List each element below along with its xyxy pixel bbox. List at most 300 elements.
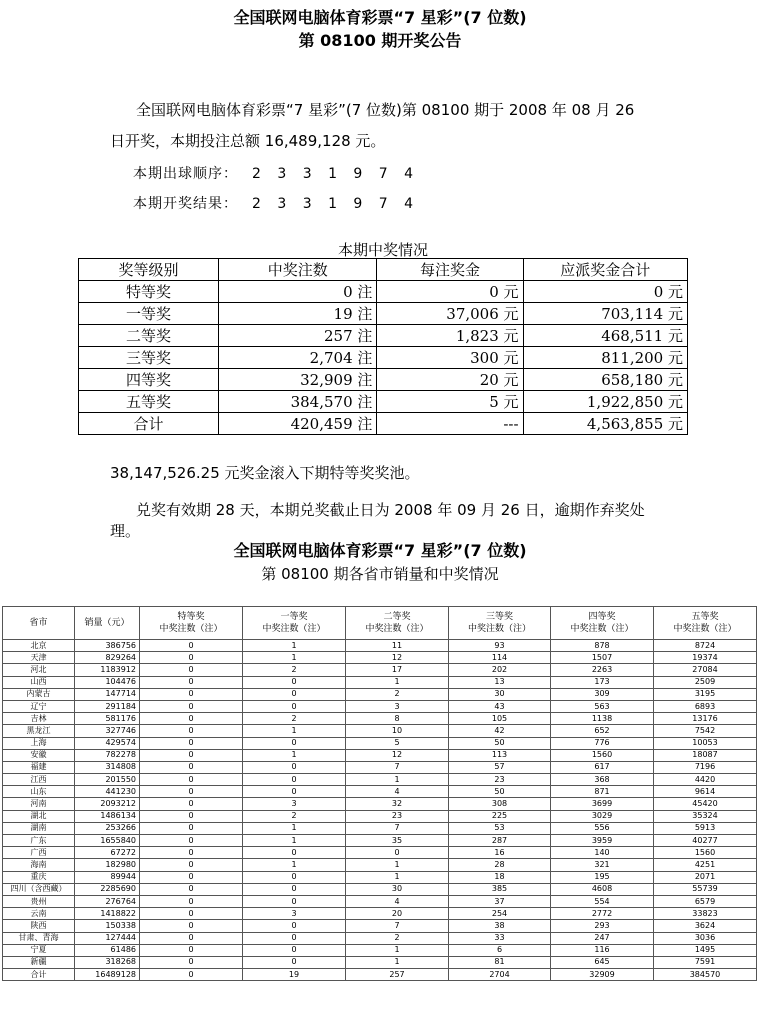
province-sales: 16489128 <box>75 969 140 981</box>
province-prize-count: 0 <box>243 761 346 773</box>
province-prize-count: 0 <box>243 895 346 907</box>
province-row <box>3 810 757 822</box>
province-prize-count: 6 <box>449 944 551 956</box>
province-sales: 327746 <box>75 725 140 737</box>
province-prize-count: 35324 <box>654 810 757 822</box>
province-prize-count: 225 <box>449 810 551 822</box>
province-name: 河北 <box>3 664 75 676</box>
prize-table-header <box>79 259 688 281</box>
draw-order <box>133 163 419 183</box>
province-sales: 147714 <box>75 688 140 700</box>
province-sales: 150338 <box>75 920 140 932</box>
province-prize-count: 4608 <box>551 883 654 895</box>
province-row <box>3 920 757 932</box>
prize-header-cell: 奖等级别 <box>79 259 219 281</box>
province-prize-count: 202 <box>449 664 551 676</box>
province-header-cell <box>75 607 140 640</box>
province-prize-count: 195 <box>551 871 654 883</box>
province-prize-count: 32909 <box>551 969 654 981</box>
prize-count: 32,909 注 <box>219 369 377 391</box>
draw-order-numbers: 2 3 3 1 9 7 4 <box>252 166 420 182</box>
province-prize-count: 0 <box>140 664 243 676</box>
province-prize-count: 309 <box>551 688 654 700</box>
province-header-line: 特等奖 <box>177 612 205 622</box>
province-prize-count: 0 <box>140 737 243 749</box>
province-row <box>3 895 757 907</box>
province-prize-count: 11 <box>346 640 449 652</box>
province-prize-count: 0 <box>140 700 243 712</box>
province-prize-count: 8724 <box>654 640 757 652</box>
draw-result <box>133 193 419 213</box>
province-prize-count: 113 <box>449 749 551 761</box>
province-name: 海南 <box>3 859 75 871</box>
province-prize-count: 35 <box>346 835 449 847</box>
province-name: 山西 <box>3 676 75 688</box>
prize-row <box>79 369 688 391</box>
province-prize-count: 0 <box>140 749 243 761</box>
province-prize-count: 0 <box>140 895 243 907</box>
province-prize-count: 16 <box>449 847 551 859</box>
prize-header-cell: 每注奖金 <box>377 259 523 281</box>
province-prize-count: 0 <box>140 908 243 920</box>
province-prize-count: 0 <box>140 652 243 664</box>
province-name: 陕西 <box>3 920 75 932</box>
province-prize-count: 0 <box>243 956 346 968</box>
prize-total: 811,200 元 <box>523 347 687 369</box>
province-prize-count: 27084 <box>654 664 757 676</box>
province-prize-count: 1 <box>243 835 346 847</box>
province-prize-count: 1 <box>346 944 449 956</box>
prize-table <box>78 258 688 435</box>
province-sales: 127444 <box>75 932 140 944</box>
province-prize-count: 33 <box>449 932 551 944</box>
province-prize-count: 0 <box>140 883 243 895</box>
prize-total: 0 元 <box>523 281 687 303</box>
prize-amount: 0 元 <box>377 281 523 303</box>
province-prize-count: 247 <box>551 932 654 944</box>
province-prize-count: 2 <box>346 688 449 700</box>
province-row <box>3 932 757 944</box>
province-prize-count: 19 <box>243 969 346 981</box>
province-prize-count: 0 <box>140 676 243 688</box>
province-header-line: 三等奖 <box>485 612 513 622</box>
province-sales: 67272 <box>75 847 140 859</box>
province-prize-count: 0 <box>140 920 243 932</box>
province-prize-count: 563 <box>551 700 654 712</box>
province-sales: 291184 <box>75 700 140 712</box>
province-prize-count: 0 <box>140 774 243 786</box>
province-prize-count: 2772 <box>551 908 654 920</box>
prize-total: 1,922,850 元 <box>523 391 687 413</box>
province-prize-count: 33823 <box>654 908 757 920</box>
province-row <box>3 725 757 737</box>
province-prize-count: 28 <box>449 859 551 871</box>
province-prize-count: 1560 <box>654 847 757 859</box>
province-sales: 2093212 <box>75 798 140 810</box>
province-prize-count: 0 <box>140 713 243 725</box>
province-prize-count: 38 <box>449 920 551 932</box>
announcement-subtitle: 第 08100 期开奖公告 <box>298 31 462 50</box>
province-sales: 1183912 <box>75 664 140 676</box>
province-prize-count: 2 <box>346 932 449 944</box>
province-prize-count: 3036 <box>654 932 757 944</box>
province-name: 广东 <box>3 835 75 847</box>
announcement-title: 全国联网电脑体育彩票“7 星彩”(7 位数) <box>233 8 527 27</box>
province-prize-count: 3624 <box>654 920 757 932</box>
prize-row <box>79 325 688 347</box>
province-prize-count: 1 <box>243 749 346 761</box>
province-prize-count: 23 <box>449 774 551 786</box>
province-header-cell <box>243 607 346 640</box>
province-prize-count: 1 <box>243 822 346 834</box>
province-header-line: 中奖注数（注） <box>467 624 531 634</box>
province-prize-count: 2071 <box>654 871 757 883</box>
intro-line-1: 全国联网电脑体育彩票“7 星彩”(7 位数)第 08100 期于 2008 年 08 月 26 <box>136 101 635 119</box>
rollover-note: 38,147,526.25 元奖金滚入下期特等奖奖池。 <box>110 464 420 482</box>
province-prize-count: 0 <box>243 932 346 944</box>
province-prize-count: 1 <box>243 640 346 652</box>
province-prize-count: 293 <box>551 920 654 932</box>
intro-line-2: 日开奖，本期投注总额 16,489,128 元。 <box>110 132 386 150</box>
prize-header-cell: 应派奖金合计 <box>523 259 687 281</box>
province-name: 吉林 <box>3 713 75 725</box>
province-header-cell <box>140 607 243 640</box>
province-prize-count: 18 <box>449 871 551 883</box>
province-row <box>3 652 757 664</box>
province-row <box>3 883 757 895</box>
province-header-cell <box>654 607 757 640</box>
prize-level: 一等奖 <box>79 303 219 325</box>
province-name: 江西 <box>3 774 75 786</box>
province-subtitle: 第 08100 期各省市销量和中奖情况 <box>261 565 499 583</box>
province-prize-count: 0 <box>140 956 243 968</box>
draw-result-numbers: 2 3 3 1 9 7 4 <box>252 196 420 212</box>
province-name: 四川（含西藏） <box>3 883 75 895</box>
province-row <box>3 871 757 883</box>
prize-amount: 5 元 <box>377 391 523 413</box>
prize-count: 420,459 注 <box>219 413 377 435</box>
province-name: 重庆 <box>3 871 75 883</box>
province-row <box>3 700 757 712</box>
province-row <box>3 822 757 834</box>
prize-table-caption: 本期中奖情况 <box>337 241 428 259</box>
province-prize-count: 0 <box>243 871 346 883</box>
province-header-line: 四等奖 <box>588 612 616 622</box>
province-prize-count: 12 <box>346 652 449 664</box>
province-row <box>3 798 757 810</box>
province-sales: 829264 <box>75 652 140 664</box>
province-row <box>3 956 757 968</box>
claim-note-line-2: 理。 <box>110 522 141 540</box>
province-row <box>3 737 757 749</box>
province-name: 安徽 <box>3 749 75 761</box>
province-prize-count: 10053 <box>654 737 757 749</box>
province-prize-count: 0 <box>140 725 243 737</box>
province-prize-count: 645 <box>551 956 654 968</box>
province-sales: 253266 <box>75 822 140 834</box>
province-prize-count: 0 <box>243 786 346 798</box>
province-name: 天津 <box>3 652 75 664</box>
province-prize-count: 308 <box>449 798 551 810</box>
province-sales: 441230 <box>75 786 140 798</box>
province-prize-count: 2704 <box>449 969 551 981</box>
province-prize-count: 0 <box>140 761 243 773</box>
province-prize-count: 1560 <box>551 749 654 761</box>
province-title: 全国联网电脑体育彩票“7 星彩”(7 位数) <box>233 541 527 560</box>
province-sales: 2285690 <box>75 883 140 895</box>
province-prize-count: 0 <box>243 883 346 895</box>
province-prize-count: 1 <box>346 871 449 883</box>
province-sales: 1418822 <box>75 908 140 920</box>
province-prize-count: 1 <box>243 652 346 664</box>
prize-level: 特等奖 <box>79 281 219 303</box>
province-row <box>3 640 757 652</box>
province-sales: 782278 <box>75 749 140 761</box>
province-prize-count: 81 <box>449 956 551 968</box>
province-prize-count: 23 <box>346 810 449 822</box>
province-prize-count: 0 <box>243 676 346 688</box>
province-sales: 1486134 <box>75 810 140 822</box>
province-prize-count: 0 <box>140 810 243 822</box>
prize-amount: 20 元 <box>377 369 523 391</box>
province-header-line: 中奖注数（注） <box>673 624 737 634</box>
province-prize-count: 0 <box>243 700 346 712</box>
province-header-line: 中奖注数（注） <box>365 624 429 634</box>
province-prize-count: 1 <box>243 725 346 737</box>
province-name: 辽宁 <box>3 700 75 712</box>
province-header-cell <box>551 607 654 640</box>
prize-row <box>79 391 688 413</box>
province-prize-count: 19374 <box>654 652 757 664</box>
province-row <box>3 676 757 688</box>
province-prize-count: 7196 <box>654 761 757 773</box>
province-header-cell <box>3 607 75 640</box>
province-row <box>3 969 757 981</box>
province-prize-count: 4 <box>346 895 449 907</box>
province-prize-count: 3 <box>243 908 346 920</box>
province-prize-count: 0 <box>140 786 243 798</box>
prize-amount: 300 元 <box>377 347 523 369</box>
province-prize-count: 55739 <box>654 883 757 895</box>
province-prize-count: 7591 <box>654 956 757 968</box>
province-prize-count: 385 <box>449 883 551 895</box>
province-sales: 182980 <box>75 859 140 871</box>
prize-amount: 1,823 元 <box>377 325 523 347</box>
province-name: 广西 <box>3 847 75 859</box>
prize-level: 四等奖 <box>79 369 219 391</box>
province-prize-count: 1 <box>243 859 346 871</box>
province-sales: 201550 <box>75 774 140 786</box>
province-prize-count: 20 <box>346 908 449 920</box>
province-prize-count: 10 <box>346 725 449 737</box>
province-prize-count: 18087 <box>654 749 757 761</box>
province-prize-count: 0 <box>243 774 346 786</box>
province-prize-count: 8 <box>346 713 449 725</box>
province-sales: 89944 <box>75 871 140 883</box>
province-name: 河南 <box>3 798 75 810</box>
province-name: 上海 <box>3 737 75 749</box>
province-prize-count: 30 <box>346 883 449 895</box>
province-header-line: 中奖注数（注） <box>262 624 326 634</box>
province-prize-count: 0 <box>243 737 346 749</box>
province-sales: 386756 <box>75 640 140 652</box>
province-prize-count: 254 <box>449 908 551 920</box>
province-prize-count: 871 <box>551 786 654 798</box>
province-row <box>3 713 757 725</box>
draw-order-label: 本期出球顺序： <box>133 166 238 182</box>
province-prize-count: 57 <box>449 761 551 773</box>
province-prize-count: 4420 <box>654 774 757 786</box>
province-prize-count: 3959 <box>551 835 654 847</box>
prize-row <box>79 281 688 303</box>
province-prize-count: 2509 <box>654 676 757 688</box>
province-prize-count: 7 <box>346 761 449 773</box>
prize-amount: 37,006 元 <box>377 303 523 325</box>
province-prize-count: 0 <box>140 932 243 944</box>
province-name: 新疆 <box>3 956 75 968</box>
province-row <box>3 786 757 798</box>
province-row <box>3 688 757 700</box>
province-prize-count: 1138 <box>551 713 654 725</box>
prize-level: 五等奖 <box>79 391 219 413</box>
province-prize-count: 0 <box>243 847 346 859</box>
province-row <box>3 847 757 859</box>
province-header-line: 省市 <box>29 618 48 628</box>
province-prize-count: 37 <box>449 895 551 907</box>
province-sales: 276764 <box>75 895 140 907</box>
prize-level: 合计 <box>79 413 219 435</box>
prize-row <box>79 303 688 325</box>
prize-count: 19 注 <box>219 303 377 325</box>
province-header-line: 中奖注数（注） <box>159 624 223 634</box>
province-prize-count: 43 <box>449 700 551 712</box>
province-prize-count: 287 <box>449 835 551 847</box>
province-prize-count: 0 <box>140 859 243 871</box>
province-prize-count: 45420 <box>654 798 757 810</box>
province-name: 北京 <box>3 640 75 652</box>
province-prize-count: 1 <box>346 859 449 871</box>
province-prize-count: 30 <box>449 688 551 700</box>
province-header-cell <box>449 607 551 640</box>
province-prize-count: 7 <box>346 920 449 932</box>
province-prize-count: 0 <box>140 944 243 956</box>
province-name: 福建 <box>3 761 75 773</box>
province-row <box>3 908 757 920</box>
province-prize-count: 6579 <box>654 895 757 907</box>
province-prize-count: 0 <box>243 920 346 932</box>
province-prize-count: 0 <box>140 798 243 810</box>
prize-count: 0 注 <box>219 281 377 303</box>
province-prize-count: 5 <box>346 737 449 749</box>
prize-level: 二等奖 <box>79 325 219 347</box>
province-sales: 581176 <box>75 713 140 725</box>
draw-result-label: 本期开奖结果： <box>133 196 238 212</box>
province-prize-count: 6893 <box>654 700 757 712</box>
province-prize-count: 257 <box>346 969 449 981</box>
province-prize-count: 3 <box>346 700 449 712</box>
province-prize-count: 556 <box>551 822 654 834</box>
prize-count: 257 注 <box>219 325 377 347</box>
province-prize-count: 554 <box>551 895 654 907</box>
prize-row <box>79 413 688 435</box>
province-prize-count: 32 <box>346 798 449 810</box>
province-prize-count: 7542 <box>654 725 757 737</box>
province-prize-count: 1507 <box>551 652 654 664</box>
province-header-line: 中奖注数（注） <box>570 624 634 634</box>
claim-note-line-1: 兑奖有效期 28 天，本期兑奖截止日为 2008 年 09 月 26 日，逾期作弃奖处 <box>136 501 645 519</box>
province-prize-count: 652 <box>551 725 654 737</box>
province-prize-count: 368 <box>551 774 654 786</box>
province-prize-count: 617 <box>551 761 654 773</box>
prize-count: 2,704 注 <box>219 347 377 369</box>
province-row <box>3 859 757 871</box>
province-header-line: 销量（元） <box>84 618 130 628</box>
province-name: 合计 <box>3 969 75 981</box>
province-prize-count: 0 <box>243 688 346 700</box>
province-row <box>3 774 757 786</box>
province-prize-count: 2 <box>243 664 346 676</box>
province-name: 内蒙古 <box>3 688 75 700</box>
prize-total: 703,114 元 <box>523 303 687 325</box>
province-prize-count: 9614 <box>654 786 757 798</box>
province-prize-count: 4 <box>346 786 449 798</box>
province-sales: 1655840 <box>75 835 140 847</box>
province-row <box>3 761 757 773</box>
province-name: 云南 <box>3 908 75 920</box>
province-prize-count: 384570 <box>654 969 757 981</box>
prize-header-cell: 中奖注数 <box>219 259 377 281</box>
province-prize-count: 105 <box>449 713 551 725</box>
province-prize-count: 321 <box>551 859 654 871</box>
province-prize-count: 1 <box>346 774 449 786</box>
province-name: 甘肃、青海 <box>3 932 75 944</box>
province-header-line: 一等奖 <box>280 612 308 622</box>
prize-total: 4,563,855 元 <box>523 413 687 435</box>
province-prize-count: 2 <box>243 713 346 725</box>
province-row <box>3 835 757 847</box>
province-name: 湖南 <box>3 822 75 834</box>
province-prize-count: 3699 <box>551 798 654 810</box>
prize-total: 658,180 元 <box>523 369 687 391</box>
province-prize-count: 7 <box>346 822 449 834</box>
province-prize-count: 776 <box>551 737 654 749</box>
province-name: 贵州 <box>3 895 75 907</box>
prize-level: 三等奖 <box>79 347 219 369</box>
province-prize-count: 93 <box>449 640 551 652</box>
province-prize-count: 50 <box>449 737 551 749</box>
province-prize-count: 12 <box>346 749 449 761</box>
province-prize-count: 116 <box>551 944 654 956</box>
province-prize-count: 0 <box>243 944 346 956</box>
province-row <box>3 944 757 956</box>
province-prize-count: 0 <box>140 688 243 700</box>
prize-row <box>79 347 688 369</box>
province-prize-count: 13176 <box>654 713 757 725</box>
province-header-line: 五等奖 <box>691 612 719 622</box>
province-prize-count: 0 <box>140 835 243 847</box>
province-table <box>2 606 757 981</box>
province-prize-count: 1 <box>346 956 449 968</box>
province-prize-count: 1495 <box>654 944 757 956</box>
province-header-line: 二等奖 <box>383 612 411 622</box>
province-prize-count: 878 <box>551 640 654 652</box>
province-sales: 318268 <box>75 956 140 968</box>
province-prize-count: 3029 <box>551 810 654 822</box>
province-prize-count: 40277 <box>654 835 757 847</box>
province-sales: 429574 <box>75 737 140 749</box>
province-prize-count: 173 <box>551 676 654 688</box>
province-prize-count: 42 <box>449 725 551 737</box>
